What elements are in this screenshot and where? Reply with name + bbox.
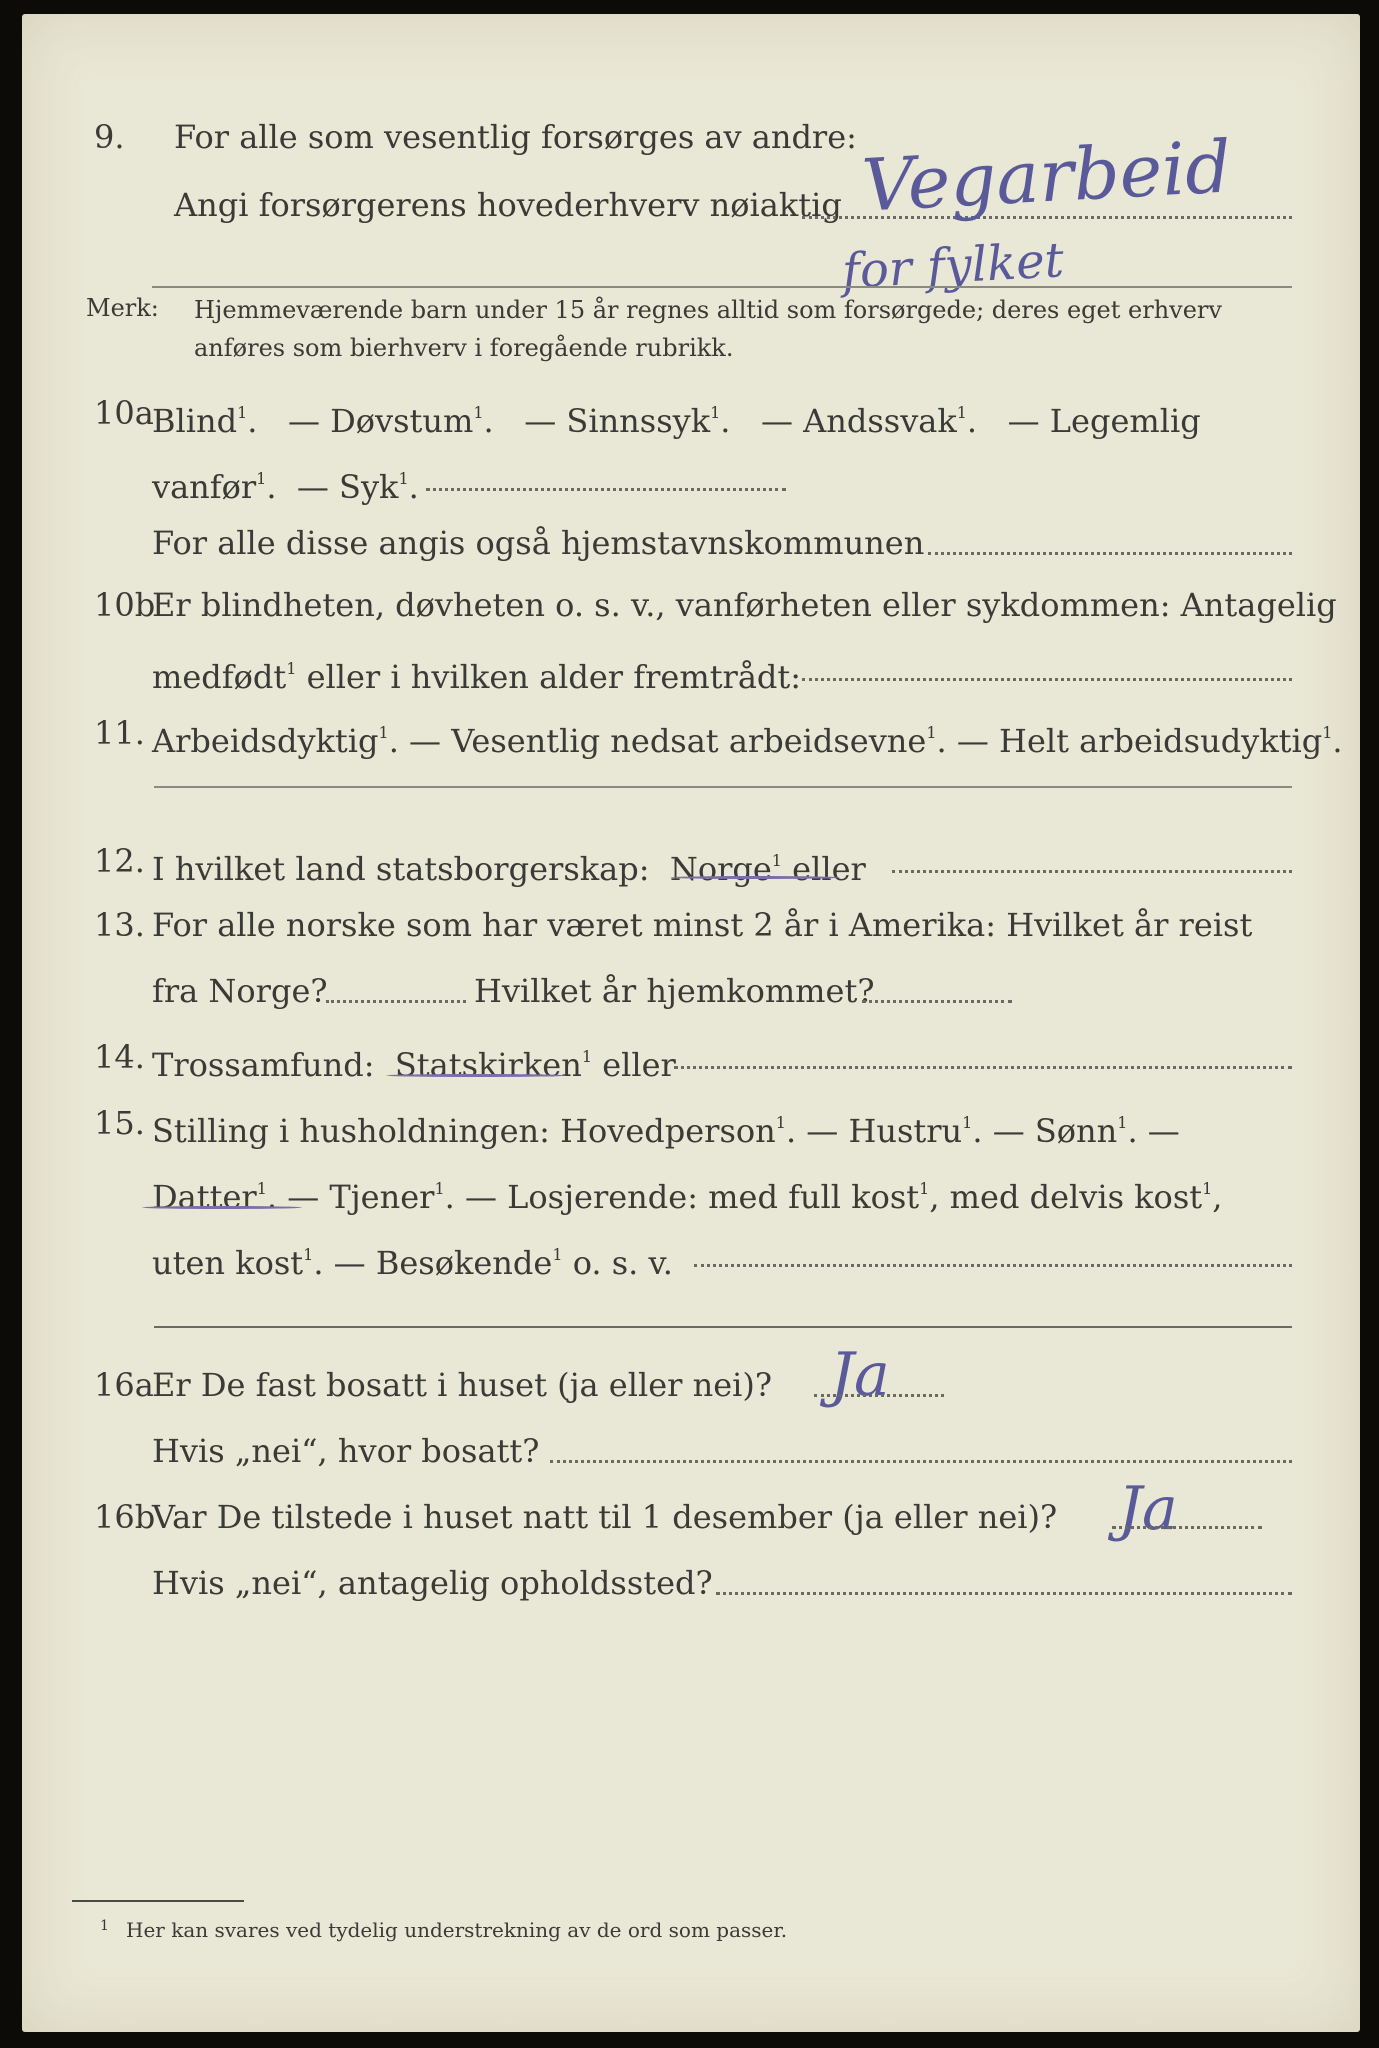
q15-line3: uten kost$^1$. — Besøkende$^1$ o. s. v. [152,1244,673,1282]
q12-answer-line[interactable] [892,870,1292,873]
q10b-answer-line[interactable] [802,678,1292,681]
q16a-answer-line[interactable] [814,1394,944,1397]
option-sinnssyk[interactable]: — Sinnssyk [524,402,711,440]
option-blind[interactable]: Blind [152,402,238,440]
q15-extra-line [154,1326,1292,1328]
q10b-line1 [22,578,1337,632]
q13-reist-line[interactable] [326,1000,466,1003]
option-full-kost[interactable]: . — Losjerende: med full kost [444,1178,920,1216]
q10b-line2: medfødt$^1$ eller i hvilken alder fremtrådt: [152,658,802,696]
q10a-options: Blind$^1$. — Døvstum$^1$. — Sinnssyk$^1$. — Andssvak$^1$. — Legemlig [152,402,1201,440]
option-legemlig[interactable]: — Legemlig [1007,402,1201,440]
option-medfodt[interactable]: medfødt [152,658,287,696]
merk-text-1: Hjemmeværende barn under 15 år regnes alltid som forsørgede; deres eget erhverv [194,296,1222,324]
census-form-page [22,14,1360,2032]
q9-question: For alle som vesentlig forsørges av andre: [174,118,857,156]
q12-number: 12. [94,842,145,880]
q12-question: I hvilket land statsborgerskap: [152,850,650,888]
q14-answer-line[interactable] [674,1066,1292,1069]
option-vanfor[interactable]: vanfør [152,468,257,506]
q16a-line1 [22,1358,1322,1412]
option-statskirken[interactable]: Statskirken [394,1046,582,1084]
q9-question-2: Angi forsørgerens hovederhverv nøiaktig [174,186,842,224]
q15-line2: Datter$^1$. — Tjener$^1$. — Losjerende: med full kost$^1$, med delvis kost$^1$, [152,1178,1223,1216]
q12-eller: eller [781,850,866,888]
q16b-number: 16b [94,1498,156,1536]
q10a-syk-line[interactable] [426,488,786,491]
q11-line1: 11. Arbeidsdyktig$^1$. — Vesentlig nedsat arbeidsevne$^1$. — Helt arbeidsudyktig$^1$. [22,706,1322,760]
q13-reist: fra Norge? [152,972,328,1010]
q10a-hjemstavn: For alle disse angis også hjemstavnskommunen [152,524,925,562]
q16a-line2 [22,1424,1322,1478]
q13-hjemkommet-line[interactable] [862,1000,1012,1003]
q14-number: 14. [94,1038,145,1076]
q9-extra-line [152,286,1292,288]
option-hovedperson[interactable]: Stilling i husholdningen: Hovedperson [152,1112,776,1150]
q16a-handwritten-answer: Ja [830,1340,890,1410]
option-dovstum[interactable]: — Døvstum [287,402,474,440]
option-syk[interactable]: — Syk [296,468,399,506]
q14-line: 14. Trossamfund: Statskirken$^1$ eller [22,1030,1322,1084]
q10a-number: 10a [94,394,154,432]
q13-line1 [22,898,1322,952]
option-udyktig[interactable]: . — Helt arbeidsudyktig [936,722,1323,760]
q15-number: 15. [94,1104,145,1142]
option-uten-kost[interactable]: uten kost [152,1244,304,1282]
q13-number: 13. [94,906,145,944]
q12-norge-underline [670,876,840,879]
q11-extra-line [154,786,1292,788]
option-hustru[interactable]: . — Hustru [785,1112,963,1150]
q15-datter-underline [142,1206,302,1209]
q10a-line1 [22,386,1322,440]
q16b-opholdssted: Hvis „nei“, antagelig opholdssted? [152,1564,713,1602]
q10b-alder: eller i hvilken alder fremtrådt: [296,658,802,696]
option-besokende[interactable]: . — Besøkende [313,1244,553,1282]
option-sonn[interactable]: . — Sønn [972,1112,1118,1150]
option-andssvak[interactable]: — Andssvak [760,402,957,440]
q16a-number: 16a [94,1366,154,1404]
option-datter[interactable]: Datter [152,1178,257,1216]
q10a-line2: vanfør$^1$. — Syk$^1$. [152,468,419,506]
q10a-line3 [22,516,1322,570]
merk-label: Merk: [86,294,159,322]
q16b-answer-line[interactable] [1112,1526,1262,1529]
q12-line: 12. I hvilket land statsborgerskap: Norge$^1$ eller [22,834,1322,888]
q9-handwritten-answer-2: for fylket [840,232,1066,300]
q16b-line2 [22,1556,1322,1610]
q15-line1: 15. Stilling i husholdningen: Hovedperson$^1$. — Hustru$^1$. — Sønn$^1$. — [22,1096,1322,1150]
q16b-opholdssted-line[interactable] [716,1592,1292,1595]
q14-eller: eller [592,1046,676,1084]
q9-number: 9. [94,118,125,156]
option-norge[interactable]: Norge [669,850,772,888]
q10b-question: Er blindheten, døvheten o. s. v., vanførheten eller sykdommen: Antagelig [152,586,1337,624]
option-nedsat[interactable]: . — Vesentlig nedsat arbeidsevne [388,722,927,760]
q15-answer-line[interactable] [694,1264,1292,1267]
q10a-hjemstavn-line[interactable] [928,552,1292,555]
q16a-bosatt-line[interactable] [550,1460,1292,1463]
q16a-question: Er De fast bosatt i huset (ja eller nei)? [152,1366,773,1404]
option-arbeidsdyktig[interactable]: Arbeidsdyktig [152,722,379,760]
q9-handwritten-answer: Vegarbeid [860,124,1234,228]
q10b-number: 10b [94,586,156,624]
footnote-text: Her kan svares ved tydelig understrekning av de ord som passer. [126,1918,788,1942]
q16b-question: Var De tilstede i huset natt til 1 desember (ja eller nei)? [152,1498,1058,1536]
q13-line2 [22,964,1322,1018]
footnote-rule [72,1900,244,1902]
q13-question: For alle norske som har været minst 2 år i Amerika: Hvilket år reist [152,906,1253,944]
option-tjener[interactable]: . — Tjener [266,1178,435,1216]
merk-text-2: anføres som bierhverv i foregående rubrikk. [194,334,734,362]
q16a-bosatt: Hvis „nei“, hvor bosatt? [152,1432,540,1470]
q14-question: Trossamfund: [152,1046,375,1084]
q13-hjemkommet: Hvilket år hjemkommet? [474,972,875,1010]
q14-statskirken-underline [386,1074,566,1077]
q16b-handwritten-answer: Ja [1118,1474,1178,1544]
option-delvis-kost[interactable]: , med delvis kost [929,1178,1203,1216]
q11-number: 11. [94,714,145,752]
footnote-mark: 1 [100,1918,109,1934]
